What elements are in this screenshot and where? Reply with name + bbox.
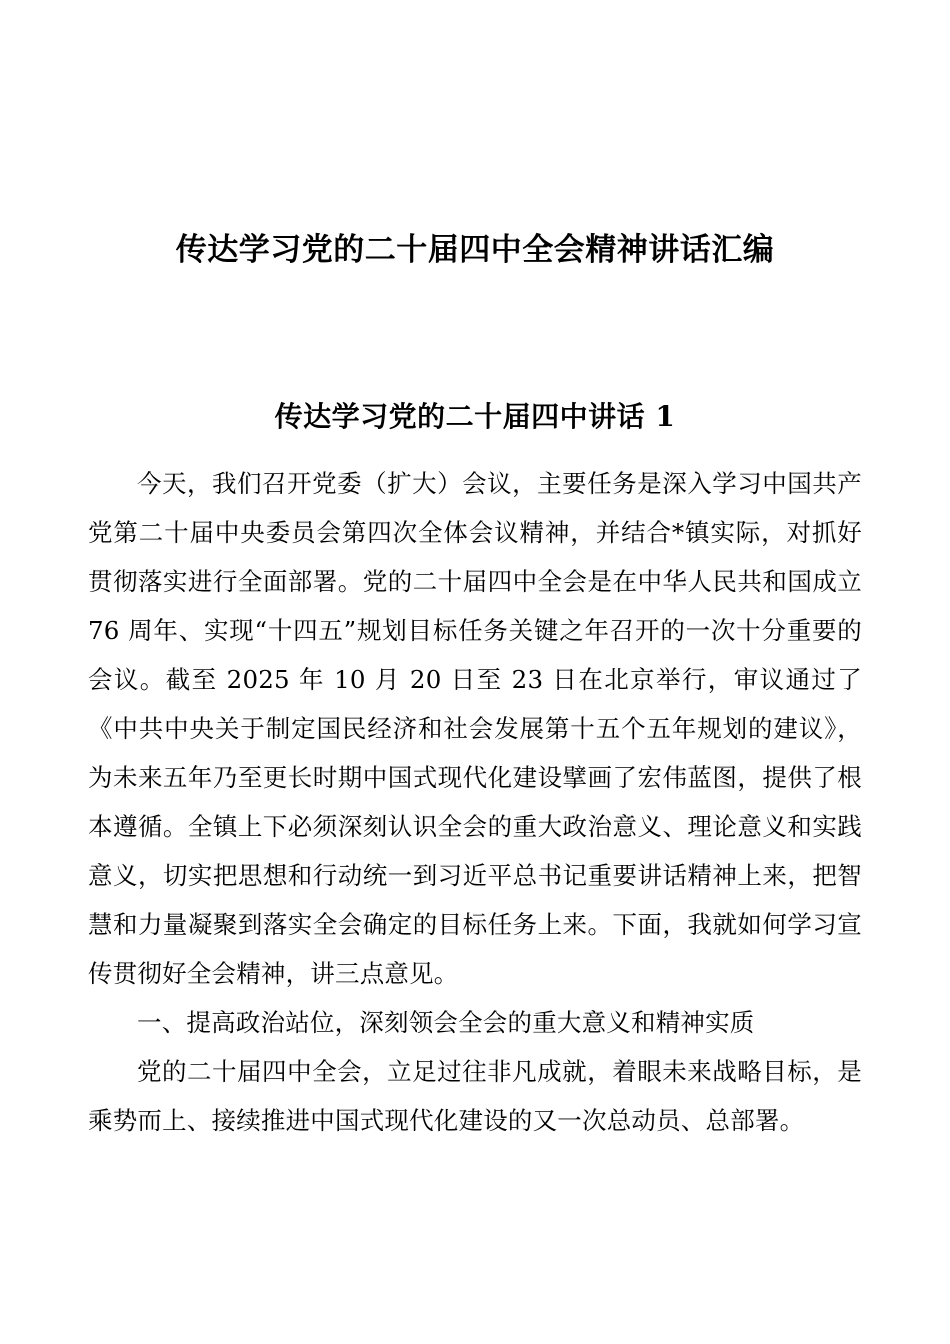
document-body <box>88 437 862 1145</box>
document-title: 传达学习党的二十届四中全会精神讲话汇编 <box>175 232 775 268</box>
speech-title: 传达学习党的二十届四中讲话 1 <box>274 400 676 433</box>
paragraph-section-one-body: 党的二十届四中全会，立足过往非凡成就，着眼未来战略目标，是乘势而上、接续推进中国式现代化建设的又一次总动员、总部署。 <box>88 1057 862 1135</box>
section-heading-one: 一、提高政治站位，深刻领会全会的重大意义和精神实质 <box>137 1008 755 1037</box>
paragraph-opening: 今天，我们召开党委（扩大）会议，主要任务是深入学习中国共产党第二十届中央委员会第四次全体会议精神，并结合*镇实际，对抓好贯彻落实进行全面部署。党的二十届四中全会是在中华人民共和国成立 76 周年、实现“十四五”规划目标任务关键之年召开的一次十分重要的会议。截至 2025 年 10 月 20 日至 23 日在北京举行，审议通过了《中共中央关于制定国民经济和社会发展第十五个五年规划的建议》，为未来五年乃至更长时期中国式现代化建设擘画了宏伟蓝图，提供了根本遵循。全镇上下必须深刻认识全会的重大政治意义、理论意义和实践意义，切实把思想和行动统一到习近平总书记重要讲话精神上来，把智慧和力量凝聚到落实全会确定的目标任务上来。下面，我就如何学习宣传贯彻好全会精神，讲三点意见。 <box>88 469 862 988</box>
